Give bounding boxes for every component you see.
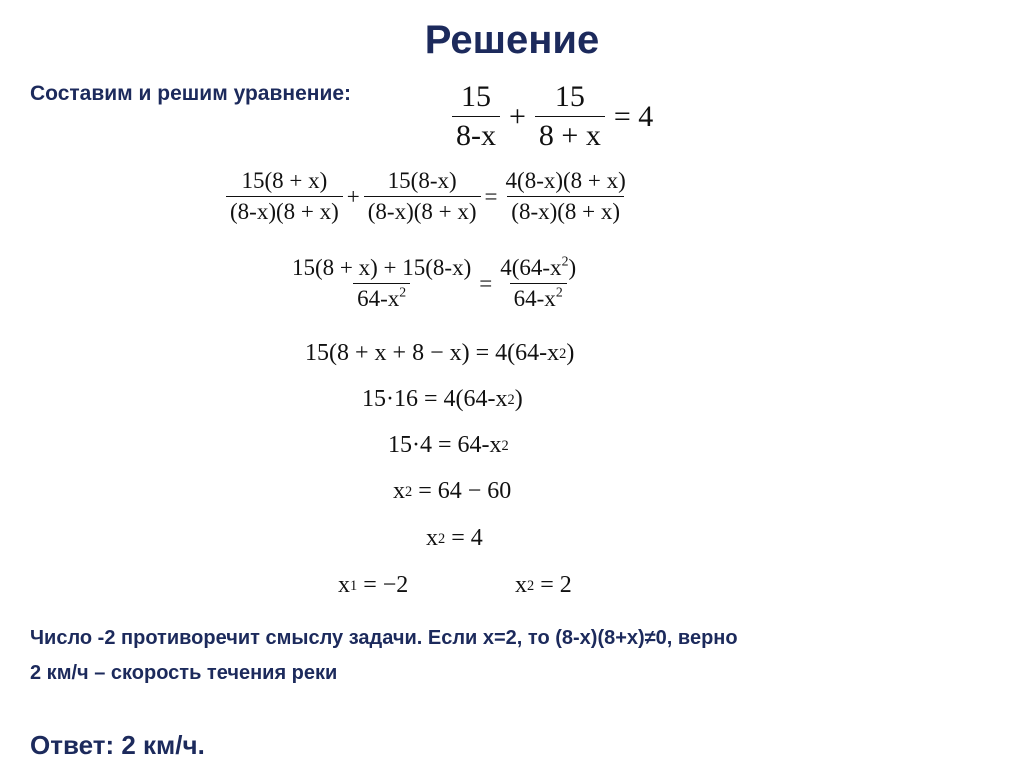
numerator: 15(8 + x) xyxy=(241,168,328,193)
denominator: (8-x)(8 + x) xyxy=(226,196,343,225)
expr: 15·4 = 64-x xyxy=(388,432,502,458)
line-6: 15·4 = 64-x 2 xyxy=(388,432,509,458)
operator: + xyxy=(346,183,360,209)
expr: x xyxy=(515,572,527,598)
num-text: ) xyxy=(568,255,577,280)
numerator: 4(8-x)(8 + x) xyxy=(505,168,626,193)
expr: x xyxy=(338,572,350,598)
denominator: (8-x)(8 + x) xyxy=(364,196,481,225)
explanation-text: Число -2 противоречит смыслу задачи. Если x=2, то (8-x)(8+x)≠0, верно xyxy=(30,627,738,649)
expr: = 2 xyxy=(534,572,572,598)
rhs: = 4 xyxy=(613,99,654,133)
operator: = xyxy=(479,270,493,296)
expr: 15·16 = 4(64-x xyxy=(362,386,508,412)
root-2: x 2 = 2 xyxy=(515,572,572,598)
numerator: 15(8-x) xyxy=(387,168,457,193)
intro-text: Составим и решим уравнение: xyxy=(30,82,352,105)
num-text: 4(64-x xyxy=(500,255,562,280)
expr: x xyxy=(426,525,438,551)
operator: + xyxy=(509,99,526,133)
equation-1 xyxy=(448,80,658,153)
equation-3 xyxy=(284,255,584,312)
denominator xyxy=(510,283,567,312)
conclusion-text: 2 км/ч – скорость течения реки xyxy=(30,662,338,684)
line-5: 15·16 = 4(64-x 2 ) xyxy=(362,386,523,412)
answer-text: Ответ: 2 км/ч. xyxy=(30,730,205,760)
operator: = xyxy=(484,183,498,209)
denominator: 8 + x xyxy=(535,116,605,153)
exponent: 2 xyxy=(561,253,569,269)
expr: = −2 xyxy=(357,572,409,598)
line-8: x 2 = 4 xyxy=(426,525,483,551)
line-4: 15(8 + x + 8 − x) = 4(64-x 2 ) xyxy=(305,340,575,366)
numerator: 15(8 + x) + 15(8-x) xyxy=(292,255,472,280)
expr: ) xyxy=(514,386,523,412)
expr: ) xyxy=(566,340,575,366)
numerator: 15 xyxy=(461,80,491,113)
slide-title: Решение xyxy=(424,18,600,62)
expr: x xyxy=(393,478,405,504)
expr: = 64 − 60 xyxy=(412,478,512,504)
denominator: 8-x xyxy=(452,116,500,153)
exponent: 2 xyxy=(399,284,407,300)
equation-2 xyxy=(222,168,634,225)
numerator xyxy=(496,255,580,283)
root-1: x 1 = −2 xyxy=(338,572,409,598)
line-7: x 2 = 64 − 60 xyxy=(393,478,512,504)
den-text: 64-x xyxy=(357,286,400,311)
expr: = 4 xyxy=(445,525,483,551)
den-text: 64-x xyxy=(513,286,556,311)
denominator xyxy=(353,283,410,312)
expr: 15(8 + x + 8 − x) = 4(64-x xyxy=(305,340,560,366)
denominator: (8-x)(8 + x) xyxy=(507,196,624,225)
numerator: 15 xyxy=(554,80,585,113)
exponent: 2 xyxy=(555,284,563,300)
